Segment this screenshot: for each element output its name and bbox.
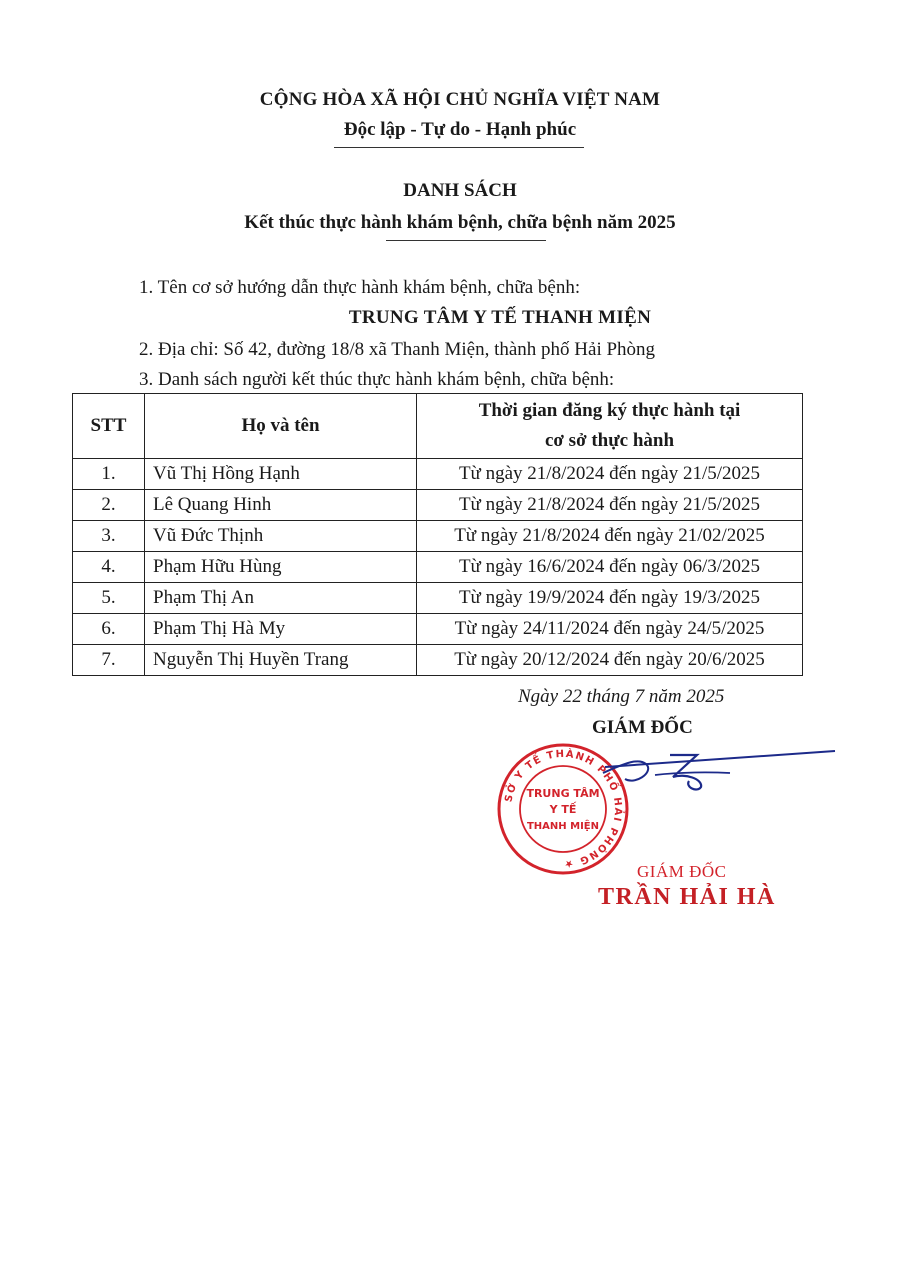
row-time: Từ ngày 21/8/2024 đến ngày 21/5/2025 [417, 490, 803, 521]
row-time: Từ ngày 16/6/2024 đến ngày 06/3/2025 [417, 552, 803, 583]
table-row [73, 490, 803, 521]
header-stt: STT [73, 394, 145, 459]
subtitle-underline [386, 240, 546, 241]
header-name: Họ và tên [145, 394, 417, 459]
national-title: CỘNG HÒA XÃ HỘI CHỦ NGHĨA VIỆT NAM [259, 89, 661, 110]
row-name: Vũ Thị Hồng Hạnh [145, 459, 417, 490]
handwritten-signature [585, 745, 840, 795]
table-row [73, 521, 803, 552]
row-time: Từ ngày 21/8/2024 đến ngày 21/5/2025 [417, 459, 803, 490]
header-time-line2: cơ sở thực hành [544, 430, 675, 451]
document-title: DANH SÁCH [403, 180, 517, 201]
director-title: GIÁM ĐỐC [592, 717, 693, 738]
svg-text:SỞ Y TẾ THÀNH PHỐ HẢI PHÒNG ★: SỞ Y TẾ THÀNH PHỐ HẢI PHÒNG ★ [503, 748, 624, 870]
table-row [73, 614, 803, 645]
row-stt: 1. [73, 459, 145, 490]
table-header-row [73, 394, 803, 459]
item-1-facility-label: 1. Tên cơ sở hướng dẫn thực hành khám bệnh, chữa bệnh: [139, 277, 581, 298]
header-time-line1: Thời gian đăng ký thực hành tại [478, 400, 741, 421]
row-name: Phạm Hữu Hùng [145, 552, 417, 583]
table-row [73, 583, 803, 614]
row-time: Từ ngày 21/8/2024 đến ngày 21/02/2025 [417, 521, 803, 552]
national-motto: Độc lập - Tự do - Hạnh phúc [343, 119, 577, 140]
row-time: Từ ngày 19/9/2024 đến ngày 19/3/2025 [417, 583, 803, 614]
item-3-list-label: 3. Danh sách người kết thúc thực hành khám bệnh, chữa bệnh: [139, 369, 615, 390]
svg-text:TRUNG TÂM: TRUNG TÂM [526, 787, 600, 800]
row-name: Lê Quang Hinh [145, 490, 417, 521]
row-time: Từ ngày 24/11/2024 đến ngày 24/5/2025 [417, 614, 803, 645]
document-subtitle: Kết thúc thực hành khám bệnh, chữa bệnh năm 2025 [244, 212, 676, 233]
row-stt: 6. [73, 614, 145, 645]
row-name: Phạm Thị An [145, 583, 417, 614]
table-row [73, 459, 803, 490]
motto-underline [334, 147, 584, 148]
item-2-address: 2. Địa chỉ: Số 42, đường 18/8 xã Thanh Miện, thành phố Hải Phòng [139, 339, 656, 360]
row-time: Từ ngày 20/12/2024 đến ngày 20/6/2025 [417, 645, 803, 676]
facility-name: TRUNG TÂM Y TẾ THANH MIỆN [348, 307, 652, 328]
row-name: Nguyễn Thị Huyền Trang [145, 645, 417, 676]
row-stt: 5. [73, 583, 145, 614]
practitioner-table [72, 393, 803, 676]
row-name: Vũ Đức Thịnh [145, 521, 417, 552]
header-time [417, 394, 803, 459]
table-row [73, 552, 803, 583]
row-name: Phạm Thị Hà My [145, 614, 417, 645]
svg-text:Y TẾ: Y TẾ [549, 803, 577, 816]
svg-text:THANH MIỆN: THANH MIỆN [526, 821, 600, 832]
director-title-red: GIÁM ĐỐC [637, 862, 727, 881]
director-name: TRẦN HẢI HÀ [598, 884, 776, 910]
row-stt: 7. [73, 645, 145, 676]
table-row [73, 645, 803, 676]
row-stt: 4. [73, 552, 145, 583]
signing-date: Ngày 22 tháng 7 năm 2025 [518, 686, 725, 707]
row-stt: 2. [73, 490, 145, 521]
row-stt: 3. [73, 521, 145, 552]
